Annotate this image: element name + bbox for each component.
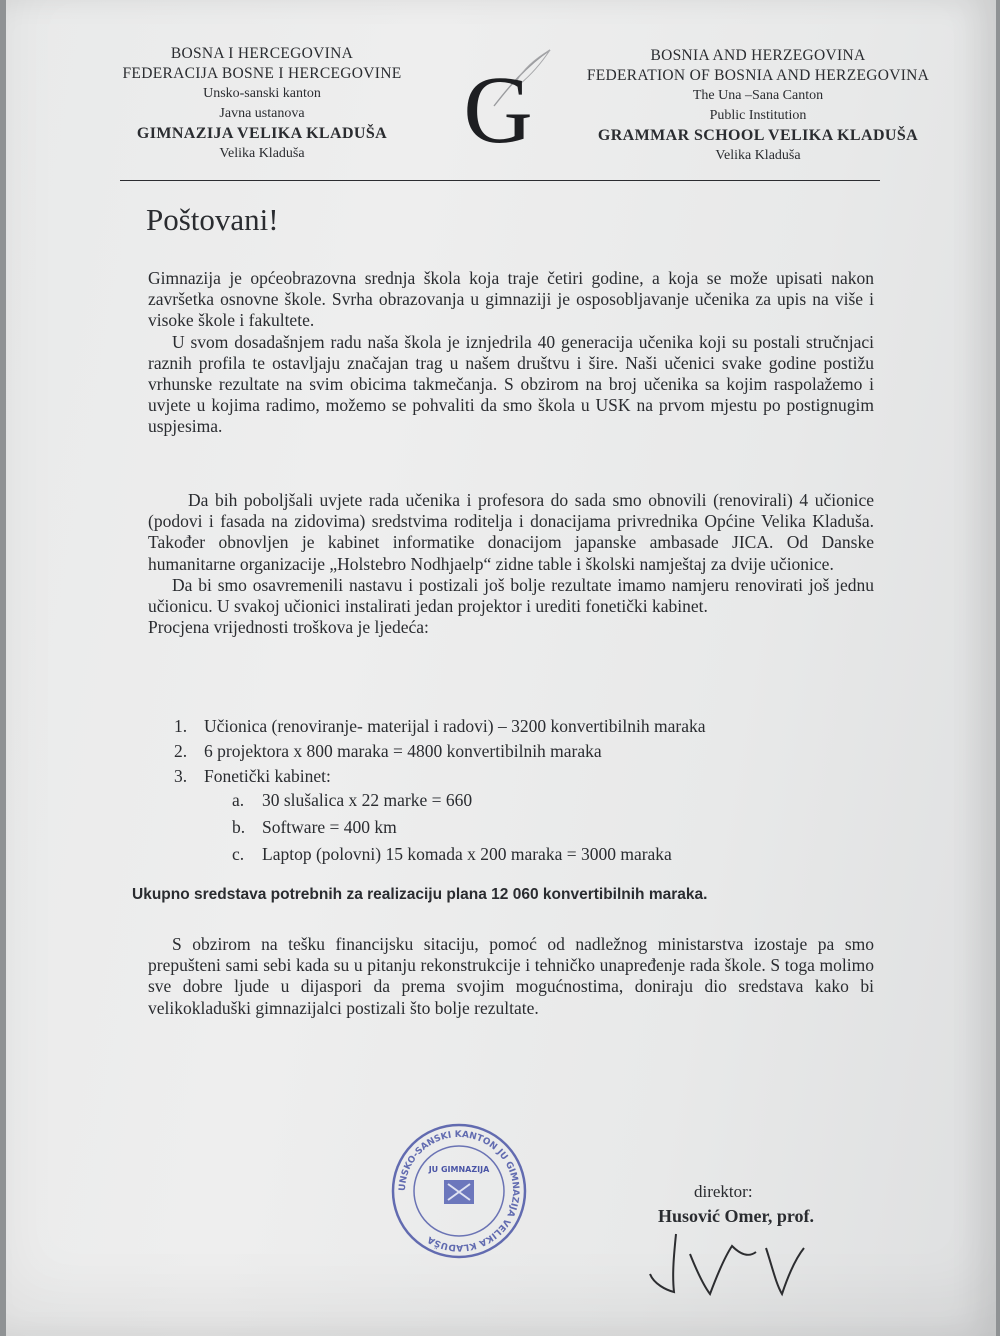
signature-name: Husović Omer, prof.	[658, 1206, 814, 1226]
greeting: Poštovani!	[146, 202, 279, 237]
header-canton-bs: Unsko-sanski kanton	[203, 86, 321, 101]
header-federation-en: FEDERATION OF BOSNIA AND HERZEGOVINA	[586, 67, 930, 84]
header-institution-type-en: Public Institution	[709, 108, 807, 123]
school-logo-letter: G	[463, 56, 533, 163]
cost-list	[174, 714, 705, 789]
header-school-name-bs: GIMNAZIJA VELIKA KLADUŠA	[136, 125, 388, 142]
total-cost-statement: Ukupno sredstava potrebnih za realizaciju plana 12 060 konvertibilnih maraka.	[132, 886, 708, 903]
svg-text:UNSKO-SANSKI KANTON JU GIMNAZ: UNSKO-SANSKI KANTON JU GIMNAZIJA VELIKA KLADUŠA	[397, 1129, 521, 1253]
document-page	[6, 0, 996, 1336]
svg-text:JU GIMNAZIJA: JU GIMNAZIJA	[428, 1165, 490, 1174]
phonetic-cabinet-sublist	[232, 787, 672, 868]
header-city-bs: Velika Kladuša	[219, 146, 305, 161]
intro-section	[148, 268, 874, 438]
closing-section	[148, 934, 874, 1019]
list-item: b. Software = 400 km	[232, 817, 397, 837]
paragraph-renovations: Da bih poboljšali uvjete rada učenika i profesora do sada smo obnovili (renovirali) 4 učionice (podovi i fasada na zidovima) sredstvima roditelja i donacijama privrednika Općine Velika Kladuša. Također obnovljen je kabinet informatike donacijom japanske ambasade JICA. Od Danske humanitarne organizacije „Holstebro Nodhjaelp“ zidne table i školski namještaj za dvije učionice.	[148, 490, 874, 574]
header-federation-bs: FEDERACIJA BOSNE I HERCEGOVINE	[122, 65, 402, 82]
header-canton-en: The Una –Sana Canton	[692, 88, 824, 103]
header-school-name-en: GRAMMAR SCHOOL VELIKA KLADUŠA	[597, 127, 919, 144]
paragraph-school-description: Gimnazija je općeobrazovna srednja škola koja traje četiri godine, a koja se može upisati nakon završetka osnovne škole. Svrha obrazovanja u gimnaziji je osposobljavanje učenika za upis na više i visoke škole i fakultete.	[148, 268, 874, 331]
header-left-block	[102, 44, 422, 164]
list-item: a. 30 slušalica x 22 marke = 660	[232, 790, 473, 810]
header-right-block	[558, 46, 958, 166]
paragraph-donation-appeal: S obzirom na tešku financijsku sitaciju, pomoć od nadležnog ministarstva izostaje pa smo prepušteni sami sebi kada su u pitanju rekonstrukcije i tehničko unapređenje rada škole. S toga molimo sve dobre ljude u dijaspori da prema svojim mogućnostima, doniraju dio sredstava kako bi velikokladuški gimnazijalci postizali što bolje rezultate.	[148, 934, 874, 1018]
paragraph-plans: Da bi smo osavremenili nastavu i postizali još bolje rezultate imamo namjeru renovirati još jednu učionicu. U svakoj učionici instalirati jedan projektor i urediti fonetički kabinet.	[148, 574, 874, 617]
list-item: 1. Učionica (renoviranje- materijal i radovi) – 3200 konvertibilnih maraka	[174, 716, 706, 736]
school-stamp	[388, 1120, 530, 1262]
header-divider	[120, 180, 880, 181]
header-institution-type-bs: Javna ustanova	[219, 106, 305, 121]
header-city-en: Velika Kladuša	[715, 148, 801, 163]
paragraph-cost-intro: Procjena vrijednosti troškova je ljedeća:	[148, 617, 429, 638]
renovation-section	[148, 490, 874, 638]
list-item: 3. Fonetički kabinet:	[174, 766, 331, 786]
list-item: 2. 6 projektora x 800 maraka = 4800 konvertibilnih maraka	[174, 741, 602, 761]
list-item: c. Laptop (polovni) 15 komada x 200 maraka = 3000 maraka	[232, 844, 672, 864]
header-country-en: BOSNIA AND HERZEGOVINA	[650, 47, 866, 64]
signature-title: direktor:	[694, 1182, 753, 1201]
handwritten-signature	[636, 1214, 836, 1304]
header-country-bs: BOSNA I HERCEGOVINA	[170, 45, 354, 62]
paragraph-achievements: U svom dosadašnjem radu naša škola je iznjedrila 40 generacija učenika koji su postali stručnjaci raznih profila te ostavljaju značajan trag u našem društvu i šire. Naši učenici svake godine postižu vrhunske rezultate na svim obicima takmečanja. S obzirom na broj učenika sa kojim raspolažemo i uvjete u kojima radimo, možemo se pohvaliti da smo škola u USK na prvom mjestu po postignugim uspjesima.	[148, 331, 874, 437]
